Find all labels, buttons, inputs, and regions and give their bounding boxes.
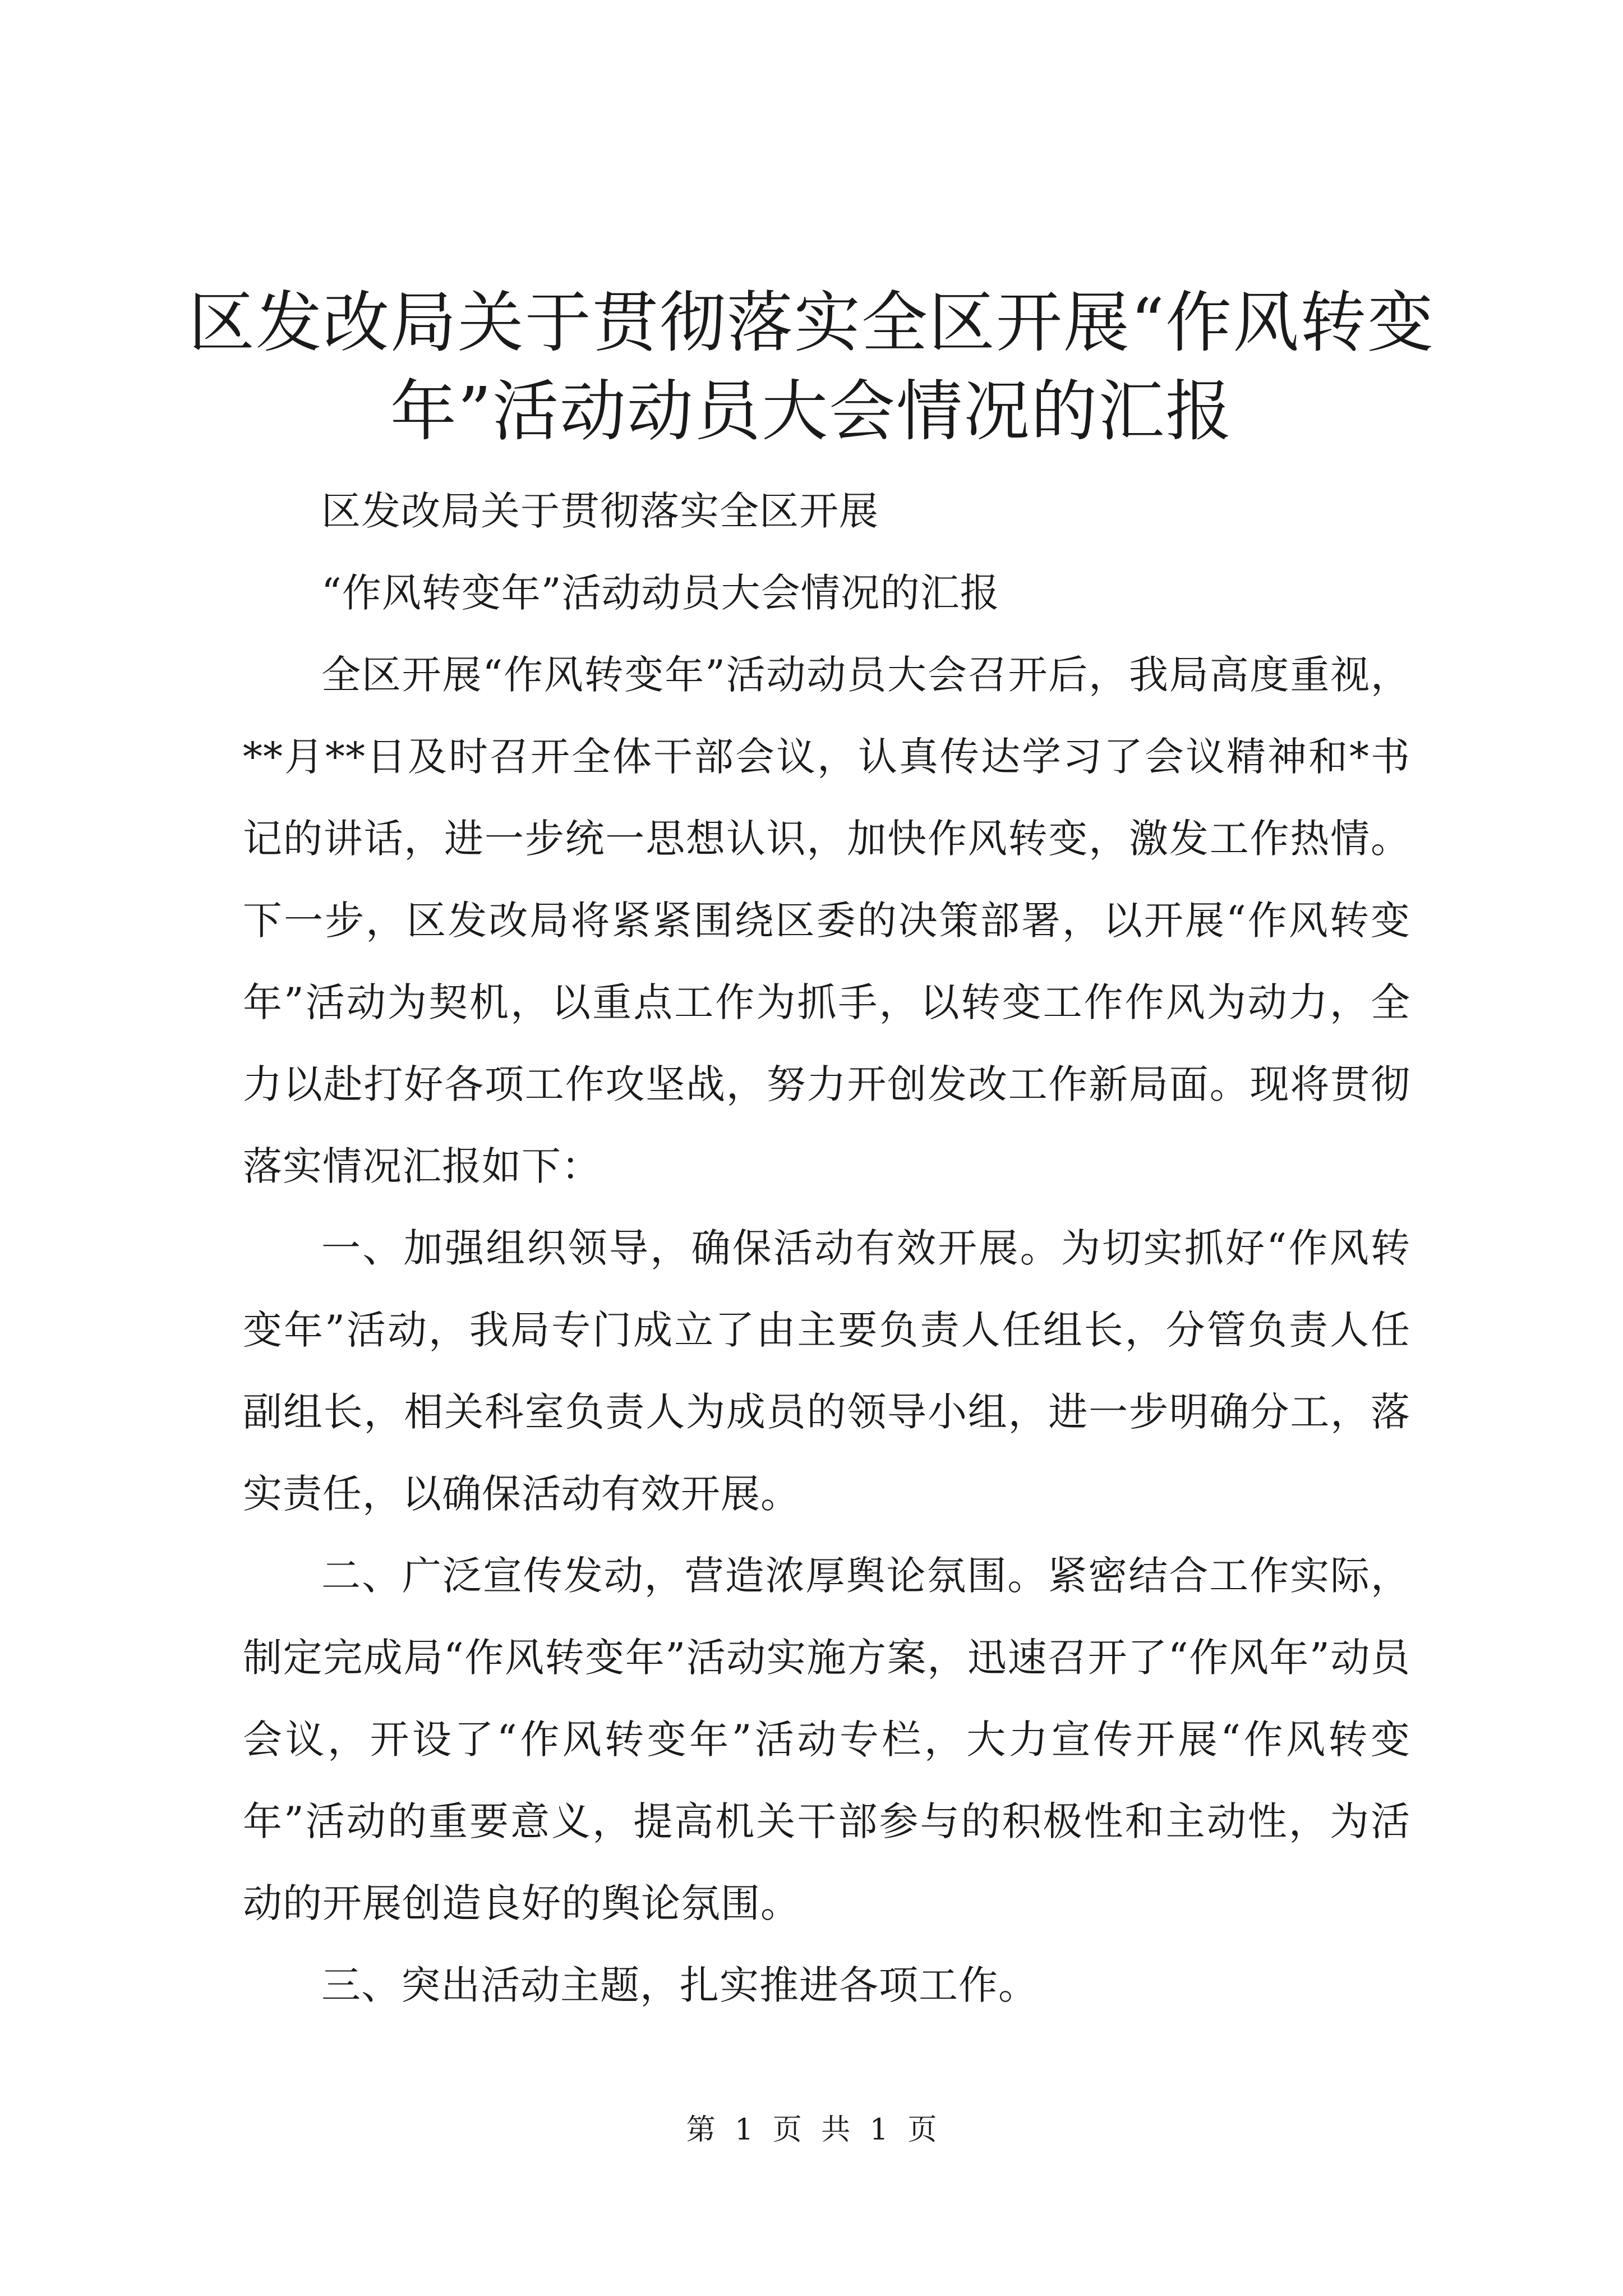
title-line-1: 区发改局关于贯彻落实全区开展“作风转变 — [188, 284, 1435, 361]
document-body — [243, 470, 1410, 2026]
subtitle-line-2: “作风转变年”活动动员大会情况的汇报 — [321, 570, 1000, 616]
page-footer — [0, 2110, 1623, 2150]
page-number-label: 第 1 页 共 1 页 — [686, 2113, 937, 2147]
body-paragraph-section-3: 三、突出活动主题，扎实推进各项工作。 — [321, 1962, 1038, 2008]
title-line-2: 年”活动动员大会情况的汇报 — [390, 372, 1233, 450]
document-title — [168, 278, 1455, 455]
body-paragraph-section-1: 一、加强组织领导，确保活动有效开展。为切实抓好“作风转变年”活动，我局专门成立了由主要负责人任组长，分管负责人任副组长，相关科室负责人为成员的领导小组，进一步明确分工，落实责任，以确保活动有效开展。 — [243, 1225, 1410, 1517]
body-paragraph-section-2: 二、广泛宣传发动，营造浓厚舆论氛围。紧密结合工作实际，制定完成局“作风转变年”活动实施方案，迅速召开了“作风年”动员会议，开设了“作风转变年”活动专栏，大力宣传开展“作风转变年”活动的重要意义，提高机关干部参与的积极性和主动性，为活动的开展创造良好的舆论氛围。 — [243, 1553, 1410, 1926]
subtitle-line-1: 区发改局关于贯彻落实全区开展 — [321, 488, 879, 534]
body-paragraph-intro: 全区开展“作风转变年”活动动员大会召开后，我局高度重视，**月**日及时召开全体干部会议，认真传达学习了会议精神和*书记的讲话，进一步统一思想认识，加快作风转变，激发工作热情。下一步，区发改局将紧紧围绕区委的决策部署，以开展“作风转变年”活动为契机，以重点工作为抓手，以转变工作作风为动力，全力以赴打好各项工作攻坚战，努力开创发改工作新局面。现将贯彻落实情况汇报如下： — [243, 652, 1410, 1189]
